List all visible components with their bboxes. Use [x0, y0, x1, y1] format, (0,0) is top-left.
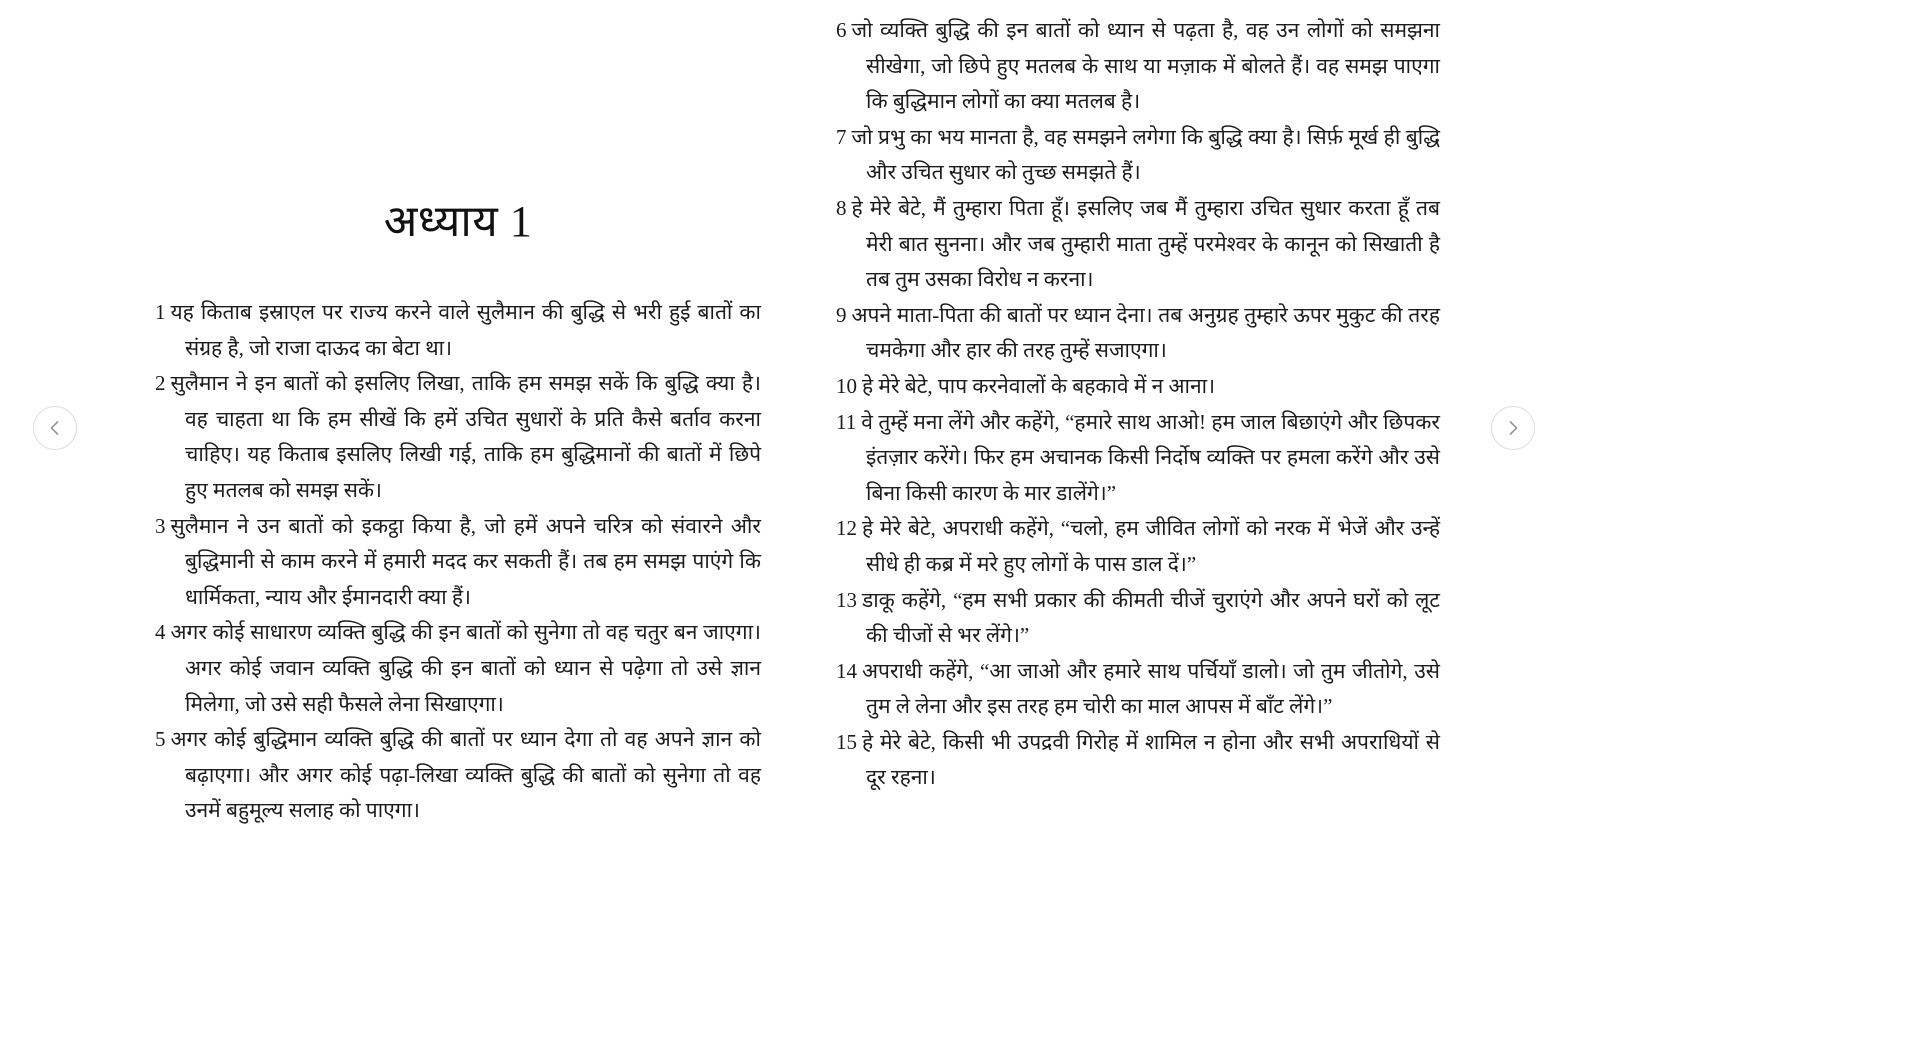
- verse-7: [836, 120, 1440, 191]
- chevron-right-icon: [1504, 419, 1522, 437]
- chapter-title: अध्याय 1: [383, 197, 533, 246]
- left-page-verses: [155, 295, 761, 829]
- verse-number: 1: [155, 300, 166, 324]
- verse-8: [836, 191, 1440, 298]
- verse-number: 10: [836, 373, 857, 398]
- previous-chapter-button[interactable]: [33, 406, 77, 450]
- verse-2: [155, 366, 761, 508]
- verse-10: [836, 369, 1440, 405]
- verse-number: 9: [836, 302, 847, 327]
- right-page-verses: [836, 13, 1440, 796]
- verse-number: 11: [836, 409, 857, 434]
- left-page-column: [155, 0, 761, 829]
- verse-number: 2: [155, 371, 166, 396]
- verse-text: जो व्यक्ति बुद्धि की इन बातों को ध्यान से पढ़ता है, वह उन लोगों को समझना सीखेगा, जो छिपे हुए मतलब के साथ या मज़ाक में बोलते हैं। वह समझ पाएगा कि बुद्धिमान लोगों का क्या मतलब है।: [851, 18, 1440, 114]
- verse-number: 4: [155, 620, 166, 645]
- chevron-left-icon: [46, 419, 64, 437]
- verse-number: 7: [836, 124, 847, 149]
- verse-12: [836, 511, 1440, 582]
- next-chapter-button[interactable]: [1491, 406, 1535, 450]
- verse-text: अपने माता-पिता की बातों पर ध्यान देना। तब अनुग्रह तुम्हारे ऊपर मुकुट की तरह चमकेगा और हार की तरह तुम्हें सजाएगा।: [851, 302, 1440, 363]
- verse-13: [836, 583, 1440, 654]
- verse-number: 3: [155, 513, 166, 538]
- verse-14: [836, 654, 1440, 725]
- right-page-column: [836, 0, 1440, 796]
- verse-text: हे मेरे बेटे, पाप करनेवालों के बहकावे में न आना।: [862, 373, 1216, 398]
- verse-5: [155, 722, 761, 829]
- verse-text: सुलैमान ने इन बातों को इसलिए लिखा, ताकि हम समझ सकें कि बुद्धि क्या है। वह चाहता था कि हम सीखें कि हमें उचित सुधारों के प्रति कैसे बर्ताव करना चाहिए। यह किताब इसलिए लिखी गई, ताकि हम बुद्धिमानों की बातों में छिपे हुए मतलब को समझ सकें।: [170, 371, 761, 502]
- verse-number: 14: [836, 658, 857, 683]
- verse-text: हे मेरे बेटे, मैं तुम्हारा पिता हूँ। इसलिए जब मैं तुम्हारा उचित सुधार करता हूँ तब मेरी बात सुनना। और जब तुम्हारी माता तुम्हें परमेश्वर के कानून को सिखाती है तब तुम उसका विरोध न करना।: [851, 195, 1440, 292]
- verse-text: सुलैमान ने उन बातों को इकट्ठा किया है, जो हमें अपने चरित्र को संवारने और बुद्धिमानी से काम करने में हमारी मदद कर सकती हैं। तब हम समझ पाएंगे कि धार्मिकता, न्याय और ईमानदारी क्या हैं।: [170, 513, 761, 609]
- verse-number: 8: [836, 195, 847, 220]
- verse-text: अपराधी कहेंगे, “आ जाओ और हमारे साथ पर्चियाँ डालो। जो तुम जीतोगे, उसे तुम ले लेना और इस तरह हम चोरी का माल आपस में बाँट लेंगे।”: [862, 658, 1440, 719]
- verse-9: [836, 298, 1440, 369]
- verse-3: [155, 509, 761, 616]
- verse-15: [836, 725, 1440, 796]
- verse-1: [155, 295, 761, 366]
- verse-number: 13: [836, 587, 857, 612]
- verse-text: डाकू कहेंगे, “हम सभी प्रकार की कीमती चीजें चुराएंगे और अपने घरों को लूट की चीजों से भर लेंगे।”: [862, 587, 1440, 648]
- verse-number: 12: [836, 516, 857, 541]
- verse-number: 5: [155, 727, 166, 752]
- verse-text: हे मेरे बेटे, अपराधी कहेंगे, “चलो, हम जीवित लोगों को नरक में भेजें और उन्हें सीधे ही कब्र में मरे हुए लोगों के पास डाल दें।”: [862, 516, 1440, 576]
- verse-text: वे तुम्हें मना लेंगे और कहेंगे, “हमारे साथ आओ! हम जाल बिछाएंगे और छिपकर इंतज़ार करेंगे। फिर हम अचानक किसी निर्दोष व्यक्ति पर हमला करेंगे और उसे बिना किसी कारण के मार डालेंगे।”: [861, 409, 1440, 505]
- verse-text: अगर कोई बुद्धिमान व्यक्ति बुद्धि की बातों पर ध्यान देगा तो वह अपने ज्ञान को बढ़ाएगा। और अगर कोई पढ़ा-लिखा व्यक्ति बुद्धि की बातों को सुनेगा तो वह उनमें बहुमूल्य सलाह को पाएगा।: [170, 727, 761, 823]
- verse-number: 15: [836, 729, 857, 754]
- verse-text: जो प्रभु का भय मानता है, वह समझने लगेगा कि बुद्धि क्या है। सिर्फ़ मूर्ख ही बुद्धि और उचित सुधार को तुच्छ समझते हैं।: [851, 124, 1440, 185]
- verse-text: हे मेरे बेटे, किसी भी उपद्रवी गिरोह में शामिल न होना और सभी अपराधियों से दूर रहना।: [862, 729, 1440, 790]
- verse-6: [836, 13, 1440, 120]
- verse-text: अगर कोई साधारण व्यक्ति बुद्धि की इन बातों को सुनेगा तो वह चतुर बन जाएगा। अगर कोई जवान व्यक्ति बुद्धि की इन बातों को ध्यान से पढ़ेगा तो उसे ज्ञान मिलेगा, जो उसे सही फैसले लेना सिखाएगा।: [170, 620, 761, 716]
- verse-11: [836, 405, 1440, 512]
- verse-number: 6: [836, 18, 847, 42]
- verse-text: यह किताब इस्राएल पर राज्य करने वाले सुलैमान की बुद्धि से भरी हुई बातों का संग्रह है, जो राजा दाऊद का बेटा था।: [170, 300, 761, 360]
- verse-4: [155, 615, 761, 722]
